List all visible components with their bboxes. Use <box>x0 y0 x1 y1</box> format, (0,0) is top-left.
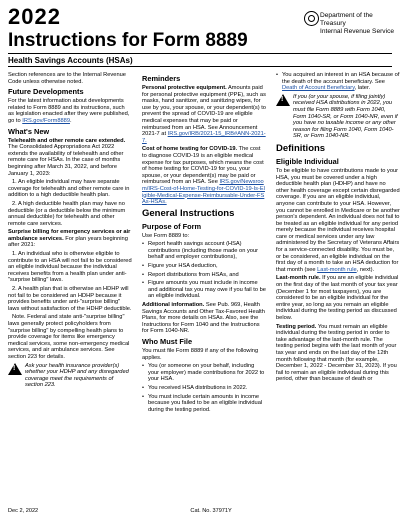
eligible-paragraph: To be eligible to have contributions made to your HSA, you must be covered under a high deductible health plan (HDHP) and have no other health coverage except certain disregarded coverage. If you are an eligible individual, anyone can contribute to your HSA. However, you cannot be enrolled in Medicare or be another person's dependent. An individual does not fail to be treated as an eligible individual for any period merely because the individual receives hospital care or medical services under any law administered by the Secretary of Veterans Affairs for a service-connected disability. You must be, or be considered, an eligible individual on the first day of a month to take an HSA deduction for that month (see Last-month rule, next). <box>276 167 400 273</box>
caution-icon <box>276 94 290 106</box>
last-month-paragraph: Last-month rule. If you are an eligible individual on the first day of the last month of your tax year (December 1 for most taxpayers), you are considered to be an eligible individual for the entire year, so long as you remain an eligible individual during the testing period as discussed below. <box>276 275 399 321</box>
telehealth-item-2: 2. A high deductible health plan may have no deductible (or a deductible below the minimum annual deductible) for telehealth and other remote care services. <box>8 200 126 227</box>
form-year: 2022 <box>8 4 61 29</box>
intro-text: Section references are to the Internal Revenue Code unless otherwise noted. <box>8 72 126 85</box>
future-text: For the latest information about developments related to Form 8889 and its instructions, such as legislation enacted after they were published, go to IRS.gov/Form8889. <box>8 98 130 124</box>
treasury-seal-icon <box>304 11 319 26</box>
agency-name: Department of the Treasury Internal Revenue Service <box>320 12 395 35</box>
footer-date: Dec 2, 2022 <box>8 508 39 514</box>
last-month-rule-link[interactable]: Last-month rule <box>317 266 357 273</box>
purpose-intro: Use Form 8889 to: <box>142 232 190 239</box>
heading-purpose: Purpose of Form <box>142 221 202 231</box>
heading-future-developments: Future Developments <box>8 87 84 97</box>
page-footer <box>8 508 392 514</box>
additional-info: Additional information. See Pub. 969, Health Savings Accounts and Other Tax-Favored Health Plans, for more details on HSAs. Also, see the Instructions for Form 1040 and the Instructions for Form 1040-NR. <box>142 302 265 335</box>
heading-whats-new: What's New <box>8 126 50 136</box>
who-item: • You must include certain amounts in income because you failed to be an eligible individual during the testing period. <box>142 394 266 414</box>
note-paragraph: Note. Federal and state anti-"surprise billing" laws generally protect policyholders from "surprise billing" by compelling health plans to provide coverage for items like emergency medical services, some non-emergency medical services, and air ambulance services. See section 223 for details. <box>8 314 130 360</box>
divider <box>8 53 392 54</box>
caution-note: ! If you (or your spouse, if filing jointly) received HSA distributions in 2022, you must file Form 8889 with Form 1040, Form 1040-SR, or Form 1040-NR, even if you have no taxable income or any other reason for filing Form 1040, Form 1040-SR, or Form 1040-NR. <box>276 94 400 140</box>
heading-eligible-individual: Eligible Individual <box>276 156 339 166</box>
ppe-paragraph: Personal protective equipment. Amounts paid for personal protective equipment (PPE), such as masks, hand sanitizer, and sanitizing wipes, for use by you, your spouse, or your dependent(s) to prevent the spread of COVID-19 are eligible medical expenses that may be paid or reimbursed from an HSA. See Announcement 2021-7 at IRS.gov/IRB/2021-15_IRB#ANN-2021-7. <box>142 85 266 144</box>
purpose-item: • Figure amounts you must include in income and additional tax you may owe if you fail to be an eligible individual. <box>142 280 266 300</box>
caution-note: ! Ask your health insurance provider(s) whether your HDHP and any disregarded coverage meet the requirements of section 223. <box>8 363 132 389</box>
caution-icon <box>8 363 22 375</box>
column-3 <box>276 72 400 385</box>
heading-who-must-file: Who Must File <box>142 337 193 346</box>
footer-cat-number: Cat. No. 37971Y <box>190 508 232 514</box>
heading-reminders: Reminders <box>142 74 181 83</box>
telehealth-paragraph: Telehealth and other remote care extended. The Consolidated Appropriations Act 2022 extends the availability of telehealth and other remote care for HSAs. In the case of months beginning after March 31, 2022, and before January 1, 2023: <box>8 137 126 177</box>
purpose-item: • Report health savings account (HSA) contributions (including those made on your behalf and employer contributions), <box>142 241 266 261</box>
purpose-item: • Figure your HSA deduction, <box>142 263 266 270</box>
ppe-link[interactable]: IRS.gov/IRB/2021-15_IRB#ANN-2021-7. <box>142 131 266 144</box>
future-link[interactable]: IRS.gov/Form8889 <box>22 117 70 124</box>
column-1 <box>8 72 132 391</box>
surprise-paragraph: Surprise billing for emergency services or air ambulance services. For plan years beginning after 2021: <box>8 229 131 249</box>
heading-general-instructions: General Instructions <box>142 207 235 219</box>
covid-paragraph: Cost of home testing for COVID-19. The cost to diagnose COVID-19 is an eligible medical expense for tax purposes, which means the cost of home testing for COVID-19 for you, your spouse, or your dependent(s) may be paid or reimbursed from an HSA. See IRS.gov/Newsroom/IRS-Cost-of-Home-Testing-for-COVID-19-Is-Eligible-Medical-Expense-Reimbursable-Under-FSAs-HSAs. <box>142 146 265 206</box>
purpose-item: • Report distributions from HSAs, and <box>142 272 266 279</box>
who-item: • You received HSA distributions in 2022. <box>142 385 266 392</box>
divider <box>8 66 392 67</box>
telehealth-item-1: 1. An eligible individual may have separate coverage for telehealth and other remote care in addition to a high deductible health plan. <box>8 179 130 199</box>
who-item: • You acquired an interest in an HSA because of the death of the account beneficiary. See Death of Account Beneficiary, later. <box>276 72 400 92</box>
death-beneficiary-link[interactable]: Death of Account Beneficiary <box>282 85 355 92</box>
covid-link[interactable]: IRS.gov/Newsroom/IRS-Cost-of-Home-Testing-for-COVID-19-Is-Eligible-Medical-Expense-Reimbursable-Under-FSAs-HSAs. <box>142 179 265 206</box>
page-subtitle: Health Savings Accounts (HSAs) <box>8 56 133 65</box>
who-text: You must file Form 8889 if any of the following applies. <box>142 348 259 361</box>
surprise-item-1: 1. An individual who is otherwise eligible to contribute to an HSA will not fail to be considered an eligible individual because the individual receives benefits from a health plan under anti-"surprise billing" laws. <box>8 251 132 284</box>
heading-definitions: Definitions <box>276 142 326 154</box>
who-item: • You (or someone on your behalf, including your employer) made contributions for 2022 to your HSA. <box>142 363 266 383</box>
surprise-item-2: 2. A health plan that is otherwise an HDHP will not fail to be considered an HDHP because it provides benefits under anti-"surprise billing" laws without satisfaction of the HDHP deductible. <box>8 286 132 312</box>
page-title: Instructions for Form 8889 <box>8 30 248 51</box>
column-2 <box>142 72 266 415</box>
testing-period-paragraph: Testing period. You must remain an eligible individual during the testing period in order to take advantage of the last-month rule. The testing period begins with the last month of your tax year and ends on the last day of the 12th month following that month (for example, December 1, 2022 - December 31, 2023). If you fail to remain an eligible individual during this period, other than because of death or <box>276 323 397 383</box>
